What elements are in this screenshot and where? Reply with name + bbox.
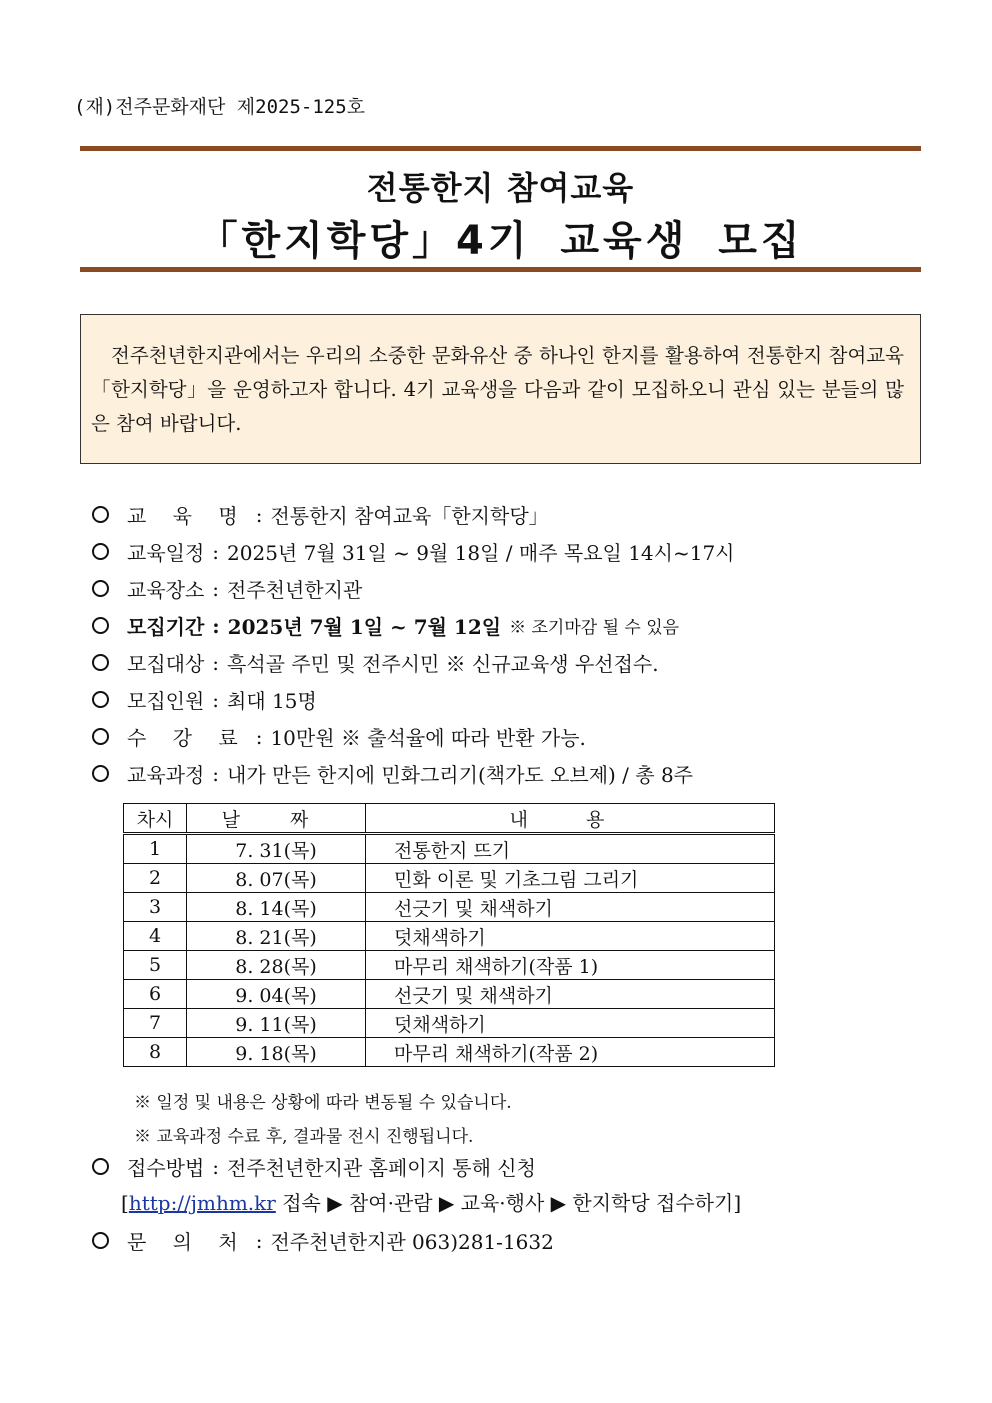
info-value: 흑석골 주민 및 전주시민 ※ 신규교육생 우선접수.: [227, 652, 659, 676]
session-content: 민화 이론 및 기초그림 그리기: [366, 864, 775, 893]
circle-bullet-icon: [92, 765, 109, 782]
info-list: [88, 496, 948, 792]
info-label: 모집인원: [127, 689, 205, 713]
title-bottom-rule: [80, 267, 921, 272]
footnote-exhibition: ※ 교육과정 수료 후, 결과물 전시 진행됩니다.: [134, 1127, 474, 1147]
info-note: ※ 조기마감 될 수 있음: [509, 618, 680, 638]
table-row: [124, 1038, 775, 1067]
info-label: 모집대상: [127, 652, 205, 676]
schedule-table: [123, 803, 775, 1067]
session-no: 3: [124, 893, 187, 922]
circle-bullet-icon: [92, 691, 109, 708]
session-content: 마무리 채색하기(작품 1): [366, 951, 775, 980]
circle-bullet-icon: [92, 654, 109, 671]
info-label: 수 강 료: [127, 726, 248, 750]
info-value: 전주천년한지관 홈페이지 통해 신청: [227, 1156, 536, 1180]
circle-bullet-icon: [92, 728, 109, 745]
session-content: 선긋기 및 채색하기: [366, 980, 775, 1009]
circle-bullet-icon: [92, 1232, 109, 1249]
info-item-course-name: [88, 496, 948, 533]
homepage-link[interactable]: http://jmhm.kr: [128, 1191, 276, 1215]
session-no: 2: [124, 864, 187, 893]
session-date: 8. 21(목): [187, 922, 366, 951]
info-value: 최대 15명: [227, 689, 317, 713]
colon: :: [255, 724, 263, 749]
contact-section: [88, 1222, 948, 1259]
colon: :: [212, 687, 220, 712]
table-row: [124, 864, 775, 893]
title-top-rule: [80, 146, 921, 151]
info-value: 2025년 7월 31일 ~ 9월 18일 / 매주 목요일 14시~17시: [227, 541, 735, 565]
info-value: 전통한지 참여교육「한지학당」: [270, 504, 549, 528]
header-content: 내 용: [366, 804, 775, 834]
session-date: 8. 07(목): [187, 864, 366, 893]
circle-bullet-icon: [92, 543, 109, 560]
session-no: 5: [124, 951, 187, 980]
info-item-curriculum: [88, 755, 948, 792]
table-row: [124, 893, 775, 922]
header-session: 차시: [124, 804, 187, 834]
info-label: 교육장소: [127, 578, 205, 602]
circle-bullet-icon: [92, 580, 109, 597]
colon: :: [212, 576, 220, 601]
colon: :: [255, 502, 263, 527]
table-row: [124, 980, 775, 1009]
session-content: 전통한지 뜨기: [366, 834, 775, 864]
page-title: 「한지학당」4기 교육생 모집: [197, 218, 804, 264]
circle-bullet-icon: [92, 1158, 109, 1175]
info-item-location: [88, 570, 948, 607]
session-no: 6: [124, 980, 187, 1009]
colon: :: [212, 1154, 220, 1179]
session-no: 4: [124, 922, 187, 951]
info-label: 교육과정: [127, 763, 205, 787]
session-date: 9. 11(목): [187, 1009, 366, 1038]
page-subtitle: 전통한지 참여교육: [366, 169, 635, 207]
info-value: 10만원 ※ 출석율에 따라 반환 가능.: [270, 726, 586, 750]
info-item-recruit-period: [88, 607, 948, 644]
info-value: 내가 만든 한지에 민화그리기(책가도 오브제) / 총 8주: [227, 763, 694, 787]
session-content: 선긋기 및 채색하기: [366, 893, 775, 922]
info-label: 교육일정: [127, 541, 205, 565]
info-item-schedule: [88, 533, 948, 570]
info-value: 전주천년한지관: [227, 578, 363, 602]
info-item-capacity: [88, 681, 948, 718]
session-date: 8. 14(목): [187, 893, 366, 922]
session-content: 덧채색하기: [366, 922, 775, 951]
circle-bullet-icon: [92, 506, 109, 523]
circle-bullet-icon: [92, 617, 109, 634]
session-date: 9. 04(목): [187, 980, 366, 1009]
info-item-apply-method: [88, 1148, 948, 1185]
session-no: 8: [124, 1038, 187, 1067]
info-item-contact: [88, 1222, 948, 1259]
document-number: (재)전주문화재단 제2025-125호: [74, 96, 366, 118]
table-row: [124, 834, 775, 864]
info-value: 전주천년한지관 063)281-1632: [270, 1230, 554, 1254]
colon: :: [255, 1228, 263, 1253]
table-row: [124, 922, 775, 951]
info-value: 2025년 7월 1일 ~ 7월 12일: [227, 615, 502, 639]
session-date: 7. 31(목): [187, 834, 366, 864]
intro-box: [80, 314, 921, 464]
info-label: 모집기간: [127, 615, 205, 639]
info-label: 교 육 명: [127, 504, 248, 528]
colon: :: [212, 650, 220, 675]
info-label: 접수방법: [127, 1156, 205, 1180]
table-row: [124, 1009, 775, 1038]
colon: :: [212, 613, 220, 638]
info-item-target: [88, 644, 948, 681]
table-row: [124, 951, 775, 980]
intro-text: 전주천년한지관에서는 우리의 소중한 문화유산 중 하나인 한지를 활용하여 전통한지 참여교육「한지학당」을 운영하고자 합니다. 4기 교육생을 다음과 같이 모집하오니 관심 있는 분들의 많은 참여 바랍니다.: [91, 344, 904, 435]
header-date: 날 짜: [187, 804, 366, 834]
apply-section: [88, 1148, 948, 1185]
session-content: 마무리 채색하기(작품 2): [366, 1038, 775, 1067]
colon: :: [212, 761, 220, 786]
session-date: 8. 28(목): [187, 951, 366, 980]
bracket-open: [: [121, 1191, 129, 1215]
session-no: 1: [124, 834, 187, 864]
session-date: 9. 18(목): [187, 1038, 366, 1067]
session-content: 덧채색하기: [366, 1009, 775, 1038]
session-no: 7: [124, 1009, 187, 1038]
info-label: 문 의 처: [127, 1230, 248, 1254]
footnote-schedule-change: ※ 일정 및 내용은 상황에 따라 변동될 수 있습니다.: [134, 1093, 512, 1113]
info-item-fee: [88, 718, 948, 755]
colon: :: [212, 539, 220, 564]
schedule-header-row: [124, 804, 775, 834]
apply-path: [121, 1187, 741, 1216]
apply-navigation-path: 접속 ▶ 참여·관람 ▶ 교육·행사 ▶ 한지학당 접수하기]: [275, 1191, 742, 1215]
